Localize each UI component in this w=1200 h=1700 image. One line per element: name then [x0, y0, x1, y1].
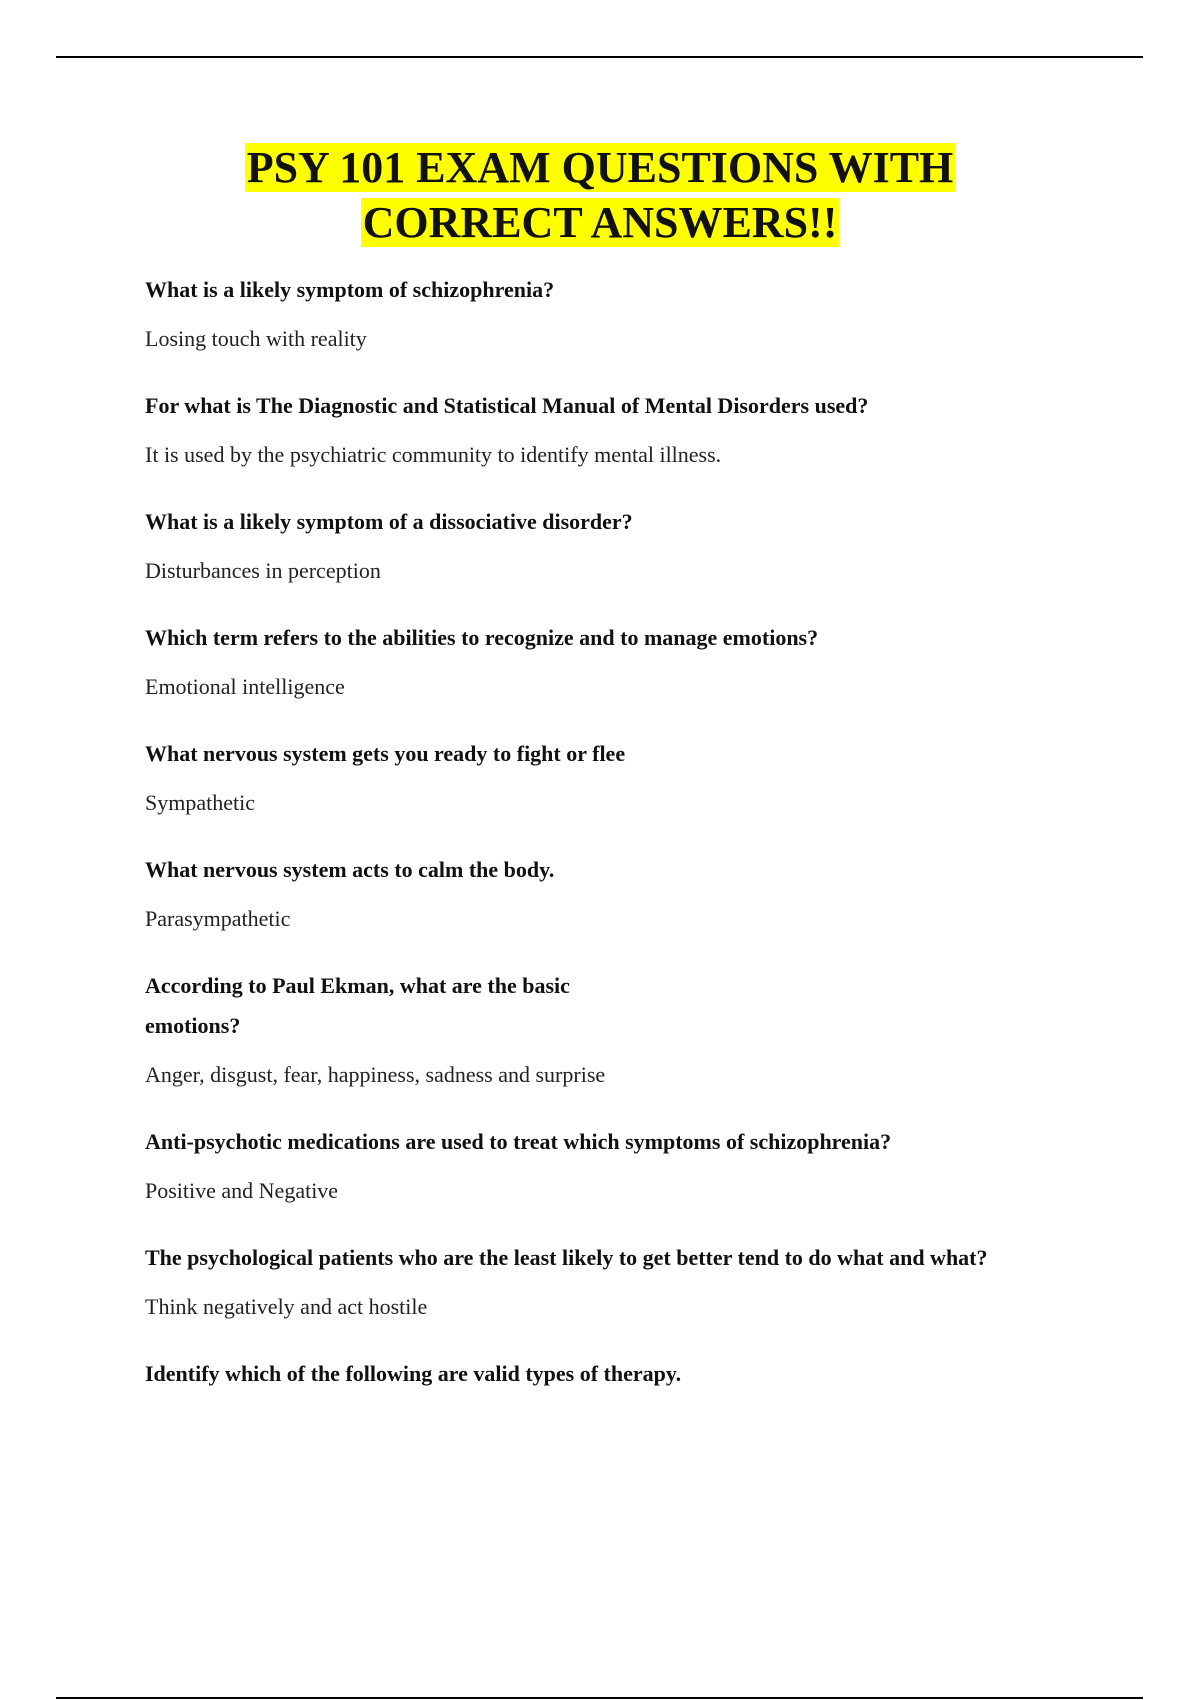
answer-4: Emotional intelligence [145, 674, 345, 699]
answer-3: Disturbances in perception [145, 558, 381, 583]
question-1: What is a likely symptom of schizophrenia? [145, 277, 555, 302]
answer-5: Sympathetic [145, 790, 255, 815]
answer-8: Positive and Negative [145, 1178, 339, 1203]
question-6: What nervous system acts to calm the body. [145, 857, 555, 882]
title-line-1: PSY 101 EXAM QUESTIONS WITH [246, 143, 954, 192]
answer-9: Think negatively and act hostile [145, 1294, 428, 1319]
answer-1: Losing touch with reality [145, 326, 367, 351]
document-title [0, 140, 1200, 250]
question-10: Identify which of the following are valid types of therapy. [145, 1361, 682, 1386]
question-5: What nervous system gets you ready to fight or flee [145, 741, 626, 766]
bottom-divider [56, 1697, 1143, 1699]
answer-7: Anger, disgust, fear, happiness, sadness and surprise [145, 1062, 606, 1087]
top-divider [56, 56, 1143, 58]
question-4: Which term refers to the abilities to recognize and to manage emotions? [145, 625, 819, 650]
question-9: The psychological patients who are the least likely to get better tend to do what and what? [145, 1245, 988, 1270]
title-line-2: CORRECT ANSWERS!! [362, 198, 838, 247]
question-7: According to Paul Ekman, what are the basic emotions? [145, 973, 570, 1038]
answer-2: It is used by the psychiatric community to identify mental illness. [145, 442, 722, 467]
question-8: Anti-psychotic medications are used to treat which symptoms of schizophrenia? [145, 1129, 892, 1154]
qa-list [145, 270, 1105, 1412]
question-3: What is a likely symptom of a dissociative disorder? [145, 509, 633, 534]
question-2: For what is The Diagnostic and Statistical Manual of Mental Disorders used? [145, 393, 869, 418]
answer-6: Parasympathetic [145, 906, 291, 931]
